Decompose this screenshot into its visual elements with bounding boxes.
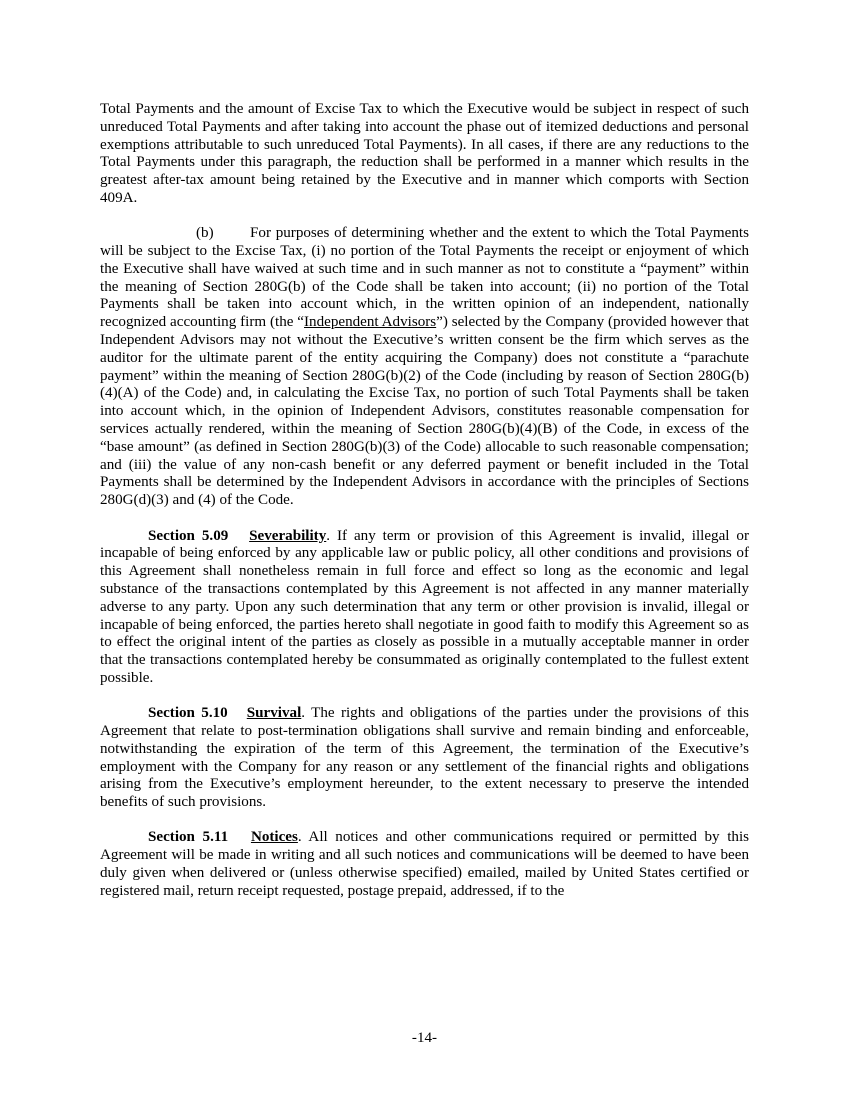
section-title-severability: Severability bbox=[249, 527, 327, 544]
subsection-b-text-before: For purposes of determining whether and the extent to which the Total Payments will be subject to the Excise Tax, (i) no portion of the Total Payments the receipt or enjoyment of which the Executive shall have waived at such time and in such manner as not to constitute a “payment” within the meaning of Section 280G(b) of the Code shall be taken into account; (ii) no portion of the Total Payments shall be taken into account which, in the written opinion of an independent, nationally recognized accounting firm (the “ bbox=[100, 225, 749, 331]
section-title-notices: Notices bbox=[250, 829, 298, 846]
section-5-10-paragraph bbox=[100, 705, 749, 812]
defined-term-independent-advisors: Independent Advisors bbox=[304, 314, 437, 331]
subsection-b-label: (b) bbox=[196, 225, 214, 242]
page-number: -14- bbox=[411, 1030, 438, 1046]
section-body: . If any term or provision of this Agreement is invalid, illegal or incapable of being enforced by any applicable law or public policy, all other conditions and provisions of this Agreement shall nonetheless remain in full force and effect so long as the economic and legal substance of the transactions contemplated by this Agreement is not affected in any manner materially adverse to any party. Upon any such determination that any term or other provision is invalid, illegal or incapable of being enforced, the parties hereto shall negotiate in good faith to modify this Agreement so as to effect the original intent of the parties as closely as possible in a mutually acceptable manner in order that the transactions contemplated hereby be consummated as originally contemplated to the fullest extent possible. bbox=[100, 527, 749, 686]
section-number: Section 5.09 bbox=[148, 527, 229, 544]
continuation-paragraph: Total Payments and the amount of Excise Tax to which the Executive would be subject in respect of such unreduced Total Payments and after taking into account the phase out of itemized deductions and personal exemptions attributable to such unreduced Total Payments). In all cases, if there are any reductions to the Total Payments under this paragraph, the reduction shall be performed in a manner which results in the greatest after-tax amount being retained by the Executive and in manner which comports with Section 409A. bbox=[100, 101, 749, 206]
section-body: . The rights and obligations of the parties under the provisions of this Agreement that relate to post-termination obligations shall survive and remain binding and enforceable, notwithstanding the expiration of the term of this Agreement, the termination of the Executive’s employment with the Company for any reason or any settlement of the financial rights and obligations arising from the Executive’s employment hereunder, to the extent necessary to preserve the intended benefits of such provisions. bbox=[100, 705, 749, 811]
section-number: Section 5.11 bbox=[148, 829, 229, 846]
section-5-09-paragraph bbox=[100, 528, 749, 688]
subsection-b-paragraph bbox=[100, 225, 749, 510]
document-page bbox=[100, 101, 749, 918]
section-body: . All notices and other communications required or permitted by this Agreement will be made in writing and all such notices and communications will be deemed to have been duly given when delivered or (unless otherwise specified) emailed, mailed by United States certified or registered mail, return receipt requested, postage prepaid, addressed, if to the bbox=[100, 829, 750, 899]
section-title-survival: Survival bbox=[246, 705, 302, 722]
section-number: Section 5.10 bbox=[148, 705, 228, 722]
subsection-b-text-after: ”) selected by the Company (provided however that Independent Advisors may not without the Executive’s written consent be the firm which serves as the auditor for the ultimate parent of the entity acquiring the Company) does not constitute a “parachute payment” within the meaning of Section 280G(b)(2) of the Code (including by reason of Section 280G(b)(4)(A) of the Code) and, in calculating the Excise Tax, no portion of such Total Payments shall be taken into account which, in the opinion of Independent Advisors, constitutes reasonable compensation for services actually rendered, within the meaning of Section 280G(b)(4)(B) of the Code, in excess of the “base amount” (as defined in Section 280G(b)(3) of the Code) allocable to such reasonable compensation; and (iii) the value of any non-cash benefit or any deferred payment or benefit included in the Total Payments shall be determined by the Independent Advisors in accordance with the principles of Sections 280G(d)(3) and (4) of the Code. bbox=[100, 314, 749, 509]
section-5-11-paragraph bbox=[100, 829, 749, 900]
